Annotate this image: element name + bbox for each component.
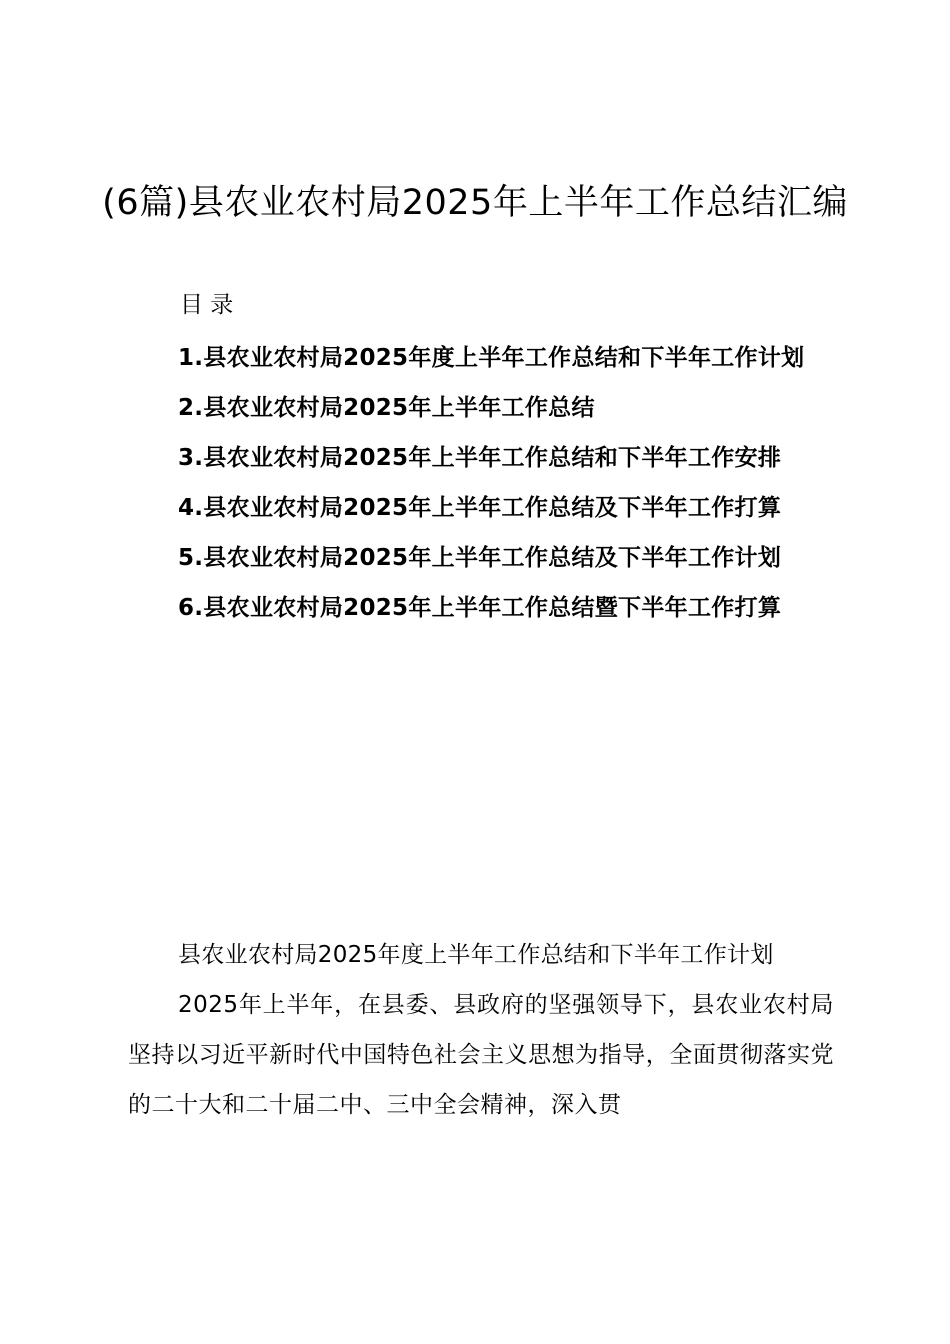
article-title: 县农业农村局2025年度上半年工作总结和下半年工作计划 (178, 942, 774, 968)
first-article (128, 930, 834, 1130)
toc-item-1: 1.县农业农村局2025年度上半年工作总结和下半年工作计划 (178, 345, 805, 371)
toc-item-4: 4.县农业农村局2025年上半年工作总结及下半年工作打算 (178, 495, 782, 521)
toc-heading: 目 录 (180, 292, 234, 318)
toc-item-2: 2.县农业农村局2025年上半年工作总结 (178, 395, 595, 421)
table-of-contents (128, 333, 834, 633)
toc-item-5: 5.县农业农村局2025年上半年工作总结及下半年工作计划 (178, 545, 782, 571)
article-paragraph: 2025年上半年，在县委、县政府的坚强领导下，县农业农村局坚持以习近平新时代中国特色社会主义思想为指导，全面贯彻落实党的二十大和二十届二中、三中全会精神，深入贯 (128, 992, 834, 1118)
document-title: (6篇)县农业农村局2025年上半年工作总结汇编 (102, 183, 848, 223)
toc-item-3: 3.县农业农村局2025年上半年工作总结和下半年工作安排 (178, 445, 782, 471)
toc-item-6: 6.县农业农村局2025年上半年工作总结暨下半年工作打算 (178, 595, 782, 621)
